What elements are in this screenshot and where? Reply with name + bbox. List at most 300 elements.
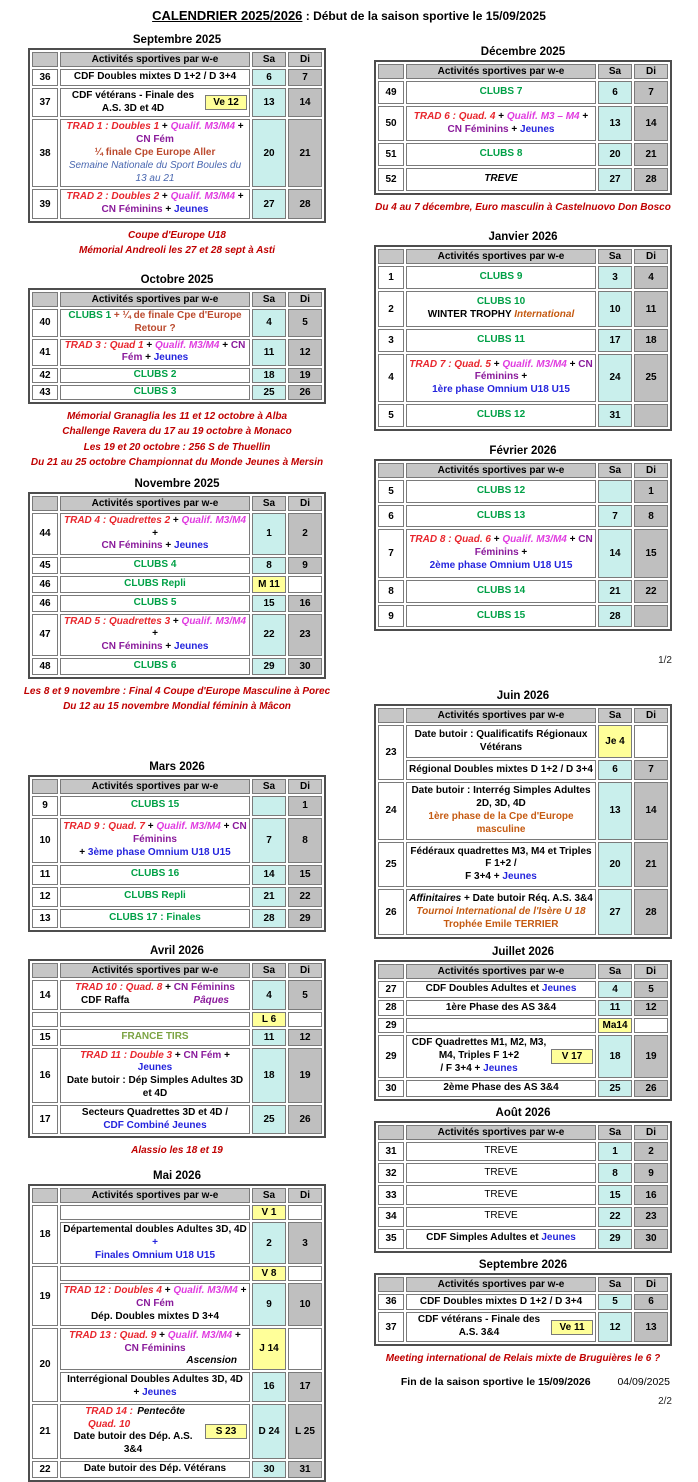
table-row <box>32 796 322 816</box>
calendar-title-main: CALENDRIER 2025/2026 <box>152 8 303 23</box>
sunday-header: Di <box>288 1188 322 1203</box>
activity-cell <box>406 329 596 352</box>
activity-segment: TRAD 3 : Quad 1 <box>64 339 144 351</box>
activity-segment: + <box>235 121 244 133</box>
activity-segment: + <box>162 204 175 216</box>
activity-text <box>409 409 593 422</box>
sunday-cell: L 25 <box>288 1404 322 1459</box>
sunday-cell <box>634 404 668 427</box>
activity-cell <box>406 580 596 603</box>
week-number-cell: 20 <box>32 1328 58 1402</box>
activity-line <box>63 90 203 116</box>
activity-segment: + <box>495 110 507 122</box>
calendar-title-subtitle: : Début de la saison sportive le 15/09/2025 <box>302 9 546 23</box>
activity-line <box>63 1431 203 1457</box>
activity-segment: CLUBS 17 : Finales <box>109 912 201 923</box>
activity-segment: + <box>152 628 158 640</box>
activity-text <box>63 121 247 185</box>
saturday-cell: 2 <box>252 1222 286 1264</box>
activity-cell <box>406 1080 596 1097</box>
saturday-header: Sa <box>252 496 286 511</box>
activity-segment: TREVE <box>484 173 518 185</box>
week-number-cell: 8 <box>378 580 404 603</box>
activity-line <box>409 983 593 996</box>
sunday-header: Di <box>634 1125 668 1140</box>
activity-line <box>63 386 247 399</box>
activity-text <box>409 271 593 284</box>
sunday-cell: 30 <box>634 1229 668 1249</box>
sunday-cell: 19 <box>634 1035 668 1077</box>
activity-segment: 1ère phase de la Cpe d'Europe masculine <box>428 810 574 835</box>
activities-header: Activités sportives par w-e <box>60 292 250 307</box>
month-title: Août 2026 <box>495 1106 551 1119</box>
activity-segment: TRAD 9 : Quad. 7 <box>63 821 148 833</box>
activity-cell <box>406 404 596 427</box>
activity-segment: Qualif. M3/M4 <box>181 615 246 627</box>
activity-segment: CN Féminins <box>474 358 593 383</box>
activity-text <box>63 386 247 399</box>
activity-text <box>63 1015 247 1024</box>
activity-cell <box>406 1035 596 1077</box>
sunday-cell: 12 <box>288 1029 322 1046</box>
table-header <box>32 292 322 307</box>
activity-text <box>63 912 247 925</box>
week-number-cell: 17 <box>32 1105 58 1135</box>
month-block <box>374 1107 672 1253</box>
week-number-cell: 13 <box>32 909 58 929</box>
table-row <box>32 1105 322 1135</box>
sunday-header: Di <box>634 1277 668 1292</box>
activity-segment: Jeunes <box>174 540 209 552</box>
saturday-cell: 14 <box>252 865 286 885</box>
activity-segment: Jeunes <box>541 982 577 994</box>
activity-with-tag <box>63 90 247 116</box>
activity-line <box>409 148 593 161</box>
week-number-header <box>378 964 404 979</box>
week-number-header <box>32 1188 58 1203</box>
activity-segment: CDF Doubles Adultes et <box>425 982 542 994</box>
activity-segment: Jeunes <box>153 352 189 364</box>
activity-line <box>63 1250 247 1263</box>
activity-segment: + <box>490 358 503 370</box>
activity-segment: + <box>161 1285 174 1297</box>
sunday-cell: 8 <box>288 818 322 863</box>
activity-line <box>63 578 247 591</box>
sunday-cell: 2 <box>288 513 322 555</box>
activities-header: Activités sportives par w-e <box>406 708 596 723</box>
saturday-cell: 29 <box>598 1229 632 1249</box>
saturday-cell: V 8 <box>252 1266 286 1281</box>
week-number-cell: 4 <box>378 354 404 402</box>
activity-line <box>409 764 593 777</box>
activities-header: Activités sportives par w-e <box>406 463 596 478</box>
activity-line <box>63 160 247 186</box>
activity-text <box>409 1082 593 1095</box>
activity-text <box>63 821 247 859</box>
table-row <box>378 354 668 402</box>
activity-cell <box>406 1163 596 1183</box>
activity-text <box>409 111 593 137</box>
saturday-header: Sa <box>598 1277 632 1292</box>
month-block <box>28 274 326 471</box>
activity-segment: Jeunes <box>137 1062 173 1074</box>
saturday-cell: 20 <box>598 842 632 887</box>
table-row <box>378 266 668 289</box>
activity-text <box>409 148 593 161</box>
activity-segment: Régional Doubles mixtes D 1+2 / D 3+4 <box>409 763 593 775</box>
saturday-cell: 27 <box>598 168 632 191</box>
sunday-cell: 9 <box>634 1163 668 1183</box>
activity-cell <box>406 782 596 840</box>
activity-segment: International <box>514 309 575 321</box>
activity-cell <box>406 529 596 577</box>
activity-line <box>63 847 247 860</box>
saturday-cell: L 6 <box>252 1012 286 1027</box>
table-row <box>378 782 668 840</box>
activity-line <box>63 1050 247 1076</box>
table-row <box>32 119 322 187</box>
activity-cell <box>406 1000 596 1017</box>
activity-segment: + <box>235 191 244 203</box>
table-row <box>378 1000 668 1017</box>
month-title: Octobre 2025 <box>140 273 214 286</box>
activity-text <box>409 510 593 523</box>
activity-line <box>63 660 247 673</box>
activity-line <box>409 296 593 309</box>
activity-cell <box>406 168 596 191</box>
activity-line <box>63 799 247 812</box>
activity-segment: + <box>508 123 521 135</box>
activity-segment: Finales Omnium U18 U15 <box>94 1249 216 1261</box>
saturday-cell: 18 <box>252 1048 286 1103</box>
activity-segment: + ¼ de finale Cpe d'Europe Retour ? <box>111 309 242 334</box>
saturday-cell: 28 <box>252 909 286 929</box>
activity-text <box>63 799 247 812</box>
activity-text <box>63 578 247 591</box>
activity-line <box>63 1120 247 1133</box>
sunday-header: Di <box>288 292 322 307</box>
table-header <box>378 249 668 264</box>
activity-segment: CDF Simples Adultes et <box>426 1232 542 1244</box>
month-notes <box>0 228 364 259</box>
activity-line <box>63 641 247 654</box>
sunday-cell: 7 <box>288 69 322 86</box>
activity-segment: TRAD 10 : Quad. 8 <box>75 982 163 994</box>
table-header <box>32 963 322 978</box>
activity-line <box>63 868 247 881</box>
table-row <box>32 1205 322 1220</box>
week-number-cell: 36 <box>32 69 58 86</box>
saturday-cell <box>598 480 632 503</box>
activity-segment: CN Féminins <box>124 1342 186 1354</box>
table-row <box>32 1222 322 1264</box>
activity-segment: TREVE <box>484 1188 518 1200</box>
activity-cell <box>60 557 250 574</box>
activity-text <box>409 485 593 498</box>
activity-segment: TRAD 7 : Quad. 5 <box>409 358 491 370</box>
sunday-cell: 19 <box>288 368 322 383</box>
week-number-header <box>32 963 58 978</box>
activity-cell <box>406 1294 596 1311</box>
saturday-cell: 10 <box>598 291 632 327</box>
month-note: Coupe d'Europe U18 <box>128 229 226 241</box>
week-number-cell: 33 <box>378 1185 404 1205</box>
activity-cell <box>406 1312 596 1342</box>
month-block <box>23 477 331 715</box>
date-tag: S 23 <box>205 1424 247 1439</box>
activity-text <box>409 296 593 322</box>
saturday-cell: 20 <box>252 119 286 187</box>
activity-cell <box>60 119 250 187</box>
activity-segment: 2ème Phase des AS 3&4 <box>443 1081 559 1093</box>
saturday-cell: 27 <box>252 189 286 219</box>
week-number-cell: 21 <box>32 1404 58 1459</box>
month-note: Du 12 au 15 novembre Mondial féminin à Mâcon <box>63 701 291 713</box>
activity-segment: + <box>232 1329 241 1341</box>
week-number-cell: 49 <box>378 81 404 104</box>
table-row <box>378 1312 668 1342</box>
sunday-cell: 23 <box>634 1207 668 1227</box>
activity-line <box>63 912 247 925</box>
month-note: Du 4 au 7 décembre, Euro masculin à Castelnuovo Don Bosco <box>375 201 671 213</box>
table-row <box>32 614 322 656</box>
sunday-cell: 22 <box>288 887 322 907</box>
table-row <box>378 81 668 104</box>
activity-segment: CLUBS Repli <box>124 577 186 589</box>
saturday-cell: 21 <box>252 887 286 907</box>
month-block <box>374 946 672 1101</box>
week-number-cell: 27 <box>378 981 404 998</box>
week-number-cell: 28 <box>378 1000 404 1017</box>
week-number-cell: 5 <box>378 480 404 503</box>
sunday-cell: 26 <box>634 1080 668 1097</box>
activity-cell <box>60 865 250 885</box>
saturday-cell: 15 <box>252 595 286 612</box>
sunday-cell: 26 <box>288 385 322 400</box>
activity-text <box>409 359 593 397</box>
table-row <box>378 1207 668 1227</box>
activity-segment: Date butoir : Qualificatifs Régionaux Vétérans <box>414 728 588 753</box>
activity-line <box>63 204 247 217</box>
activity-segment: + <box>566 534 579 546</box>
activity-cell <box>406 266 596 289</box>
activity-cell <box>60 1283 250 1325</box>
sunday-cell: 28 <box>634 889 668 934</box>
week-number-cell: 5 <box>378 404 404 427</box>
saturday-cell: 29 <box>252 658 286 675</box>
activity-line <box>63 369 247 382</box>
activity-segment: Date butoir : Interrég Simples Adultes 2D, 3D, 4D <box>411 785 591 810</box>
activity-cell <box>60 658 250 675</box>
week-number-cell: 35 <box>378 1229 404 1249</box>
week-number-cell: 45 <box>32 557 58 574</box>
saturday-cell: 15 <box>598 1185 632 1205</box>
activity-segment: / F 3+4 + <box>440 1062 484 1074</box>
activity-cell <box>60 1105 250 1135</box>
saturday-cell: 7 <box>252 818 286 863</box>
activity-text <box>63 597 247 610</box>
month-table <box>374 459 672 632</box>
activity-segment: CLUBS 3 <box>133 385 177 397</box>
activity-segment: TRAD 11 : Double 3 <box>80 1049 173 1061</box>
activity-cell <box>60 1029 250 1046</box>
activity-text <box>63 559 247 572</box>
activity-segment: CLUBS 8 <box>479 148 523 160</box>
activities-header: Activités sportives par w-e <box>60 52 250 67</box>
month-title: Mars 2026 <box>149 760 205 773</box>
sunday-cell: 28 <box>634 168 668 191</box>
activity-line <box>409 1189 593 1202</box>
saturday-cell: 25 <box>252 1105 286 1135</box>
activity-segment: Date butoir des Dép. A.S. 3&4 <box>73 1431 193 1456</box>
activity-line <box>409 1210 593 1223</box>
saturday-cell: V 1 <box>252 1205 286 1220</box>
activity-segment: CLUBS 1 <box>68 309 112 321</box>
activity-text <box>63 660 247 673</box>
week-number-cell: 7 <box>378 529 404 577</box>
activity-text <box>63 369 247 382</box>
activity-segment: + <box>579 110 589 122</box>
activity-segment: + <box>152 1236 158 1248</box>
week-number-cell: 34 <box>378 1207 404 1227</box>
sunday-cell: 31 <box>288 1461 322 1478</box>
activity-line <box>409 871 593 884</box>
activity-segment: + <box>170 615 182 627</box>
activity-text <box>409 1002 593 1015</box>
table-row <box>32 1048 322 1103</box>
month-notes <box>0 409 364 471</box>
activity-line <box>409 1082 593 1095</box>
activity-text <box>63 1269 247 1278</box>
activity-line <box>63 1285 247 1311</box>
activity-cell <box>406 889 596 934</box>
activity-cell <box>60 88 250 118</box>
activity-text <box>409 334 593 347</box>
table-row <box>32 1404 322 1459</box>
sunday-header: Di <box>288 779 322 794</box>
month-block <box>28 34 326 259</box>
activity-text <box>409 585 593 598</box>
month-block <box>28 945 326 1159</box>
week-number-cell: 30 <box>378 1080 404 1097</box>
activity-cell <box>406 842 596 887</box>
sunday-cell: 14 <box>634 106 668 142</box>
saturday-header: Sa <box>252 292 286 307</box>
activity-line <box>409 534 593 560</box>
saturday-cell: M 11 <box>252 576 286 593</box>
month-block <box>28 761 326 933</box>
sunday-header: Di <box>634 463 668 478</box>
activity-segment: CLUBS 5 <box>133 596 177 608</box>
table-row <box>378 106 668 142</box>
activity-segment: Secteurs Quadrettes 3D et 4D / <box>81 1106 229 1118</box>
table-row <box>32 1328 322 1370</box>
sunday-cell: 21 <box>634 842 668 887</box>
activities-header: Activités sportives par w-e <box>60 1188 250 1203</box>
activity-segment: Jeunes <box>174 204 209 216</box>
saturday-cell: 1 <box>598 1142 632 1162</box>
saturday-cell: 22 <box>252 614 286 656</box>
activity-line <box>409 173 593 186</box>
table-row <box>378 529 668 577</box>
activity-cell <box>406 1018 596 1033</box>
activity-text <box>409 846 593 884</box>
week-number-header <box>378 1277 404 1292</box>
week-number-cell: 29 <box>378 1035 404 1077</box>
activity-line <box>409 409 593 422</box>
activity-segment: CDF Combiné Jeunes <box>103 1119 207 1131</box>
saturday-cell: 8 <box>252 557 286 574</box>
week-number-cell: 48 <box>32 658 58 675</box>
activity-line <box>409 729 593 755</box>
activity-segment: Qualif. M3/M4 <box>156 821 221 833</box>
saturday-header: Sa <box>598 64 632 79</box>
month-note: Mémorial Granaglia les 11 et 12 octobre à Alba <box>66 410 288 422</box>
table-row <box>32 909 322 929</box>
week-number-header <box>378 249 404 264</box>
sunday-header: Di <box>634 64 668 79</box>
activity-segment: CN Fém <box>121 339 246 364</box>
month-title: Juin 2026 <box>496 690 550 703</box>
activity-segment: CLUBS 15 <box>130 799 180 811</box>
activity-segment: Jeunes <box>483 1062 518 1074</box>
activity-segment: 3ème phase Omnium U18 U15 <box>87 846 231 858</box>
activity-cell <box>406 291 596 327</box>
table-row <box>32 980 322 1010</box>
activity-text <box>409 1037 549 1075</box>
table-row <box>32 385 322 400</box>
activities-header: Activités sportives par w-e <box>406 964 596 979</box>
activity-line <box>63 1463 247 1476</box>
sunday-cell: 30 <box>288 658 322 675</box>
table-header <box>378 463 668 478</box>
saturday-cell: 9 <box>252 1283 286 1325</box>
sunday-cell <box>634 605 668 628</box>
week-number-cell: 50 <box>378 106 404 142</box>
saturday-cell: 6 <box>598 81 632 104</box>
activity-line <box>409 309 593 322</box>
saturday-header: Sa <box>252 963 286 978</box>
activity-line <box>63 540 247 553</box>
activity-segment: Jeunes <box>541 1232 576 1244</box>
month-title: Juillet 2026 <box>491 945 554 958</box>
sunday-cell: 5 <box>288 309 322 337</box>
table-row <box>32 189 322 219</box>
activity-cell <box>60 1372 250 1402</box>
activity-line <box>63 71 247 84</box>
activity-segment: Jeunes <box>142 1386 177 1398</box>
activity-segment: + <box>220 821 233 833</box>
activity-cell <box>60 576 250 593</box>
activity-segment: TRAD 13 : Quad. 9 <box>69 1329 157 1341</box>
week-number-cell: 18 <box>32 1205 58 1264</box>
activity-line <box>409 919 593 932</box>
week-number-header <box>378 64 404 79</box>
activity-segment: CLUBS 12 <box>476 409 526 421</box>
table-row <box>32 658 322 675</box>
document-footer <box>374 1376 672 1388</box>
table-row <box>378 1018 668 1033</box>
activity-text <box>63 1285 247 1323</box>
week-number-cell: 6 <box>378 505 404 528</box>
activity-line <box>63 1107 247 1120</box>
saturday-cell: 20 <box>598 143 632 166</box>
activity-segment: CDF vétérans - Finale des A.S. 3&4 <box>417 1314 541 1339</box>
sunday-cell: 13 <box>634 1312 668 1342</box>
week-number-header <box>32 292 58 307</box>
activity-line <box>409 893 593 906</box>
activity-segment: CN Féminins <box>474 534 593 559</box>
